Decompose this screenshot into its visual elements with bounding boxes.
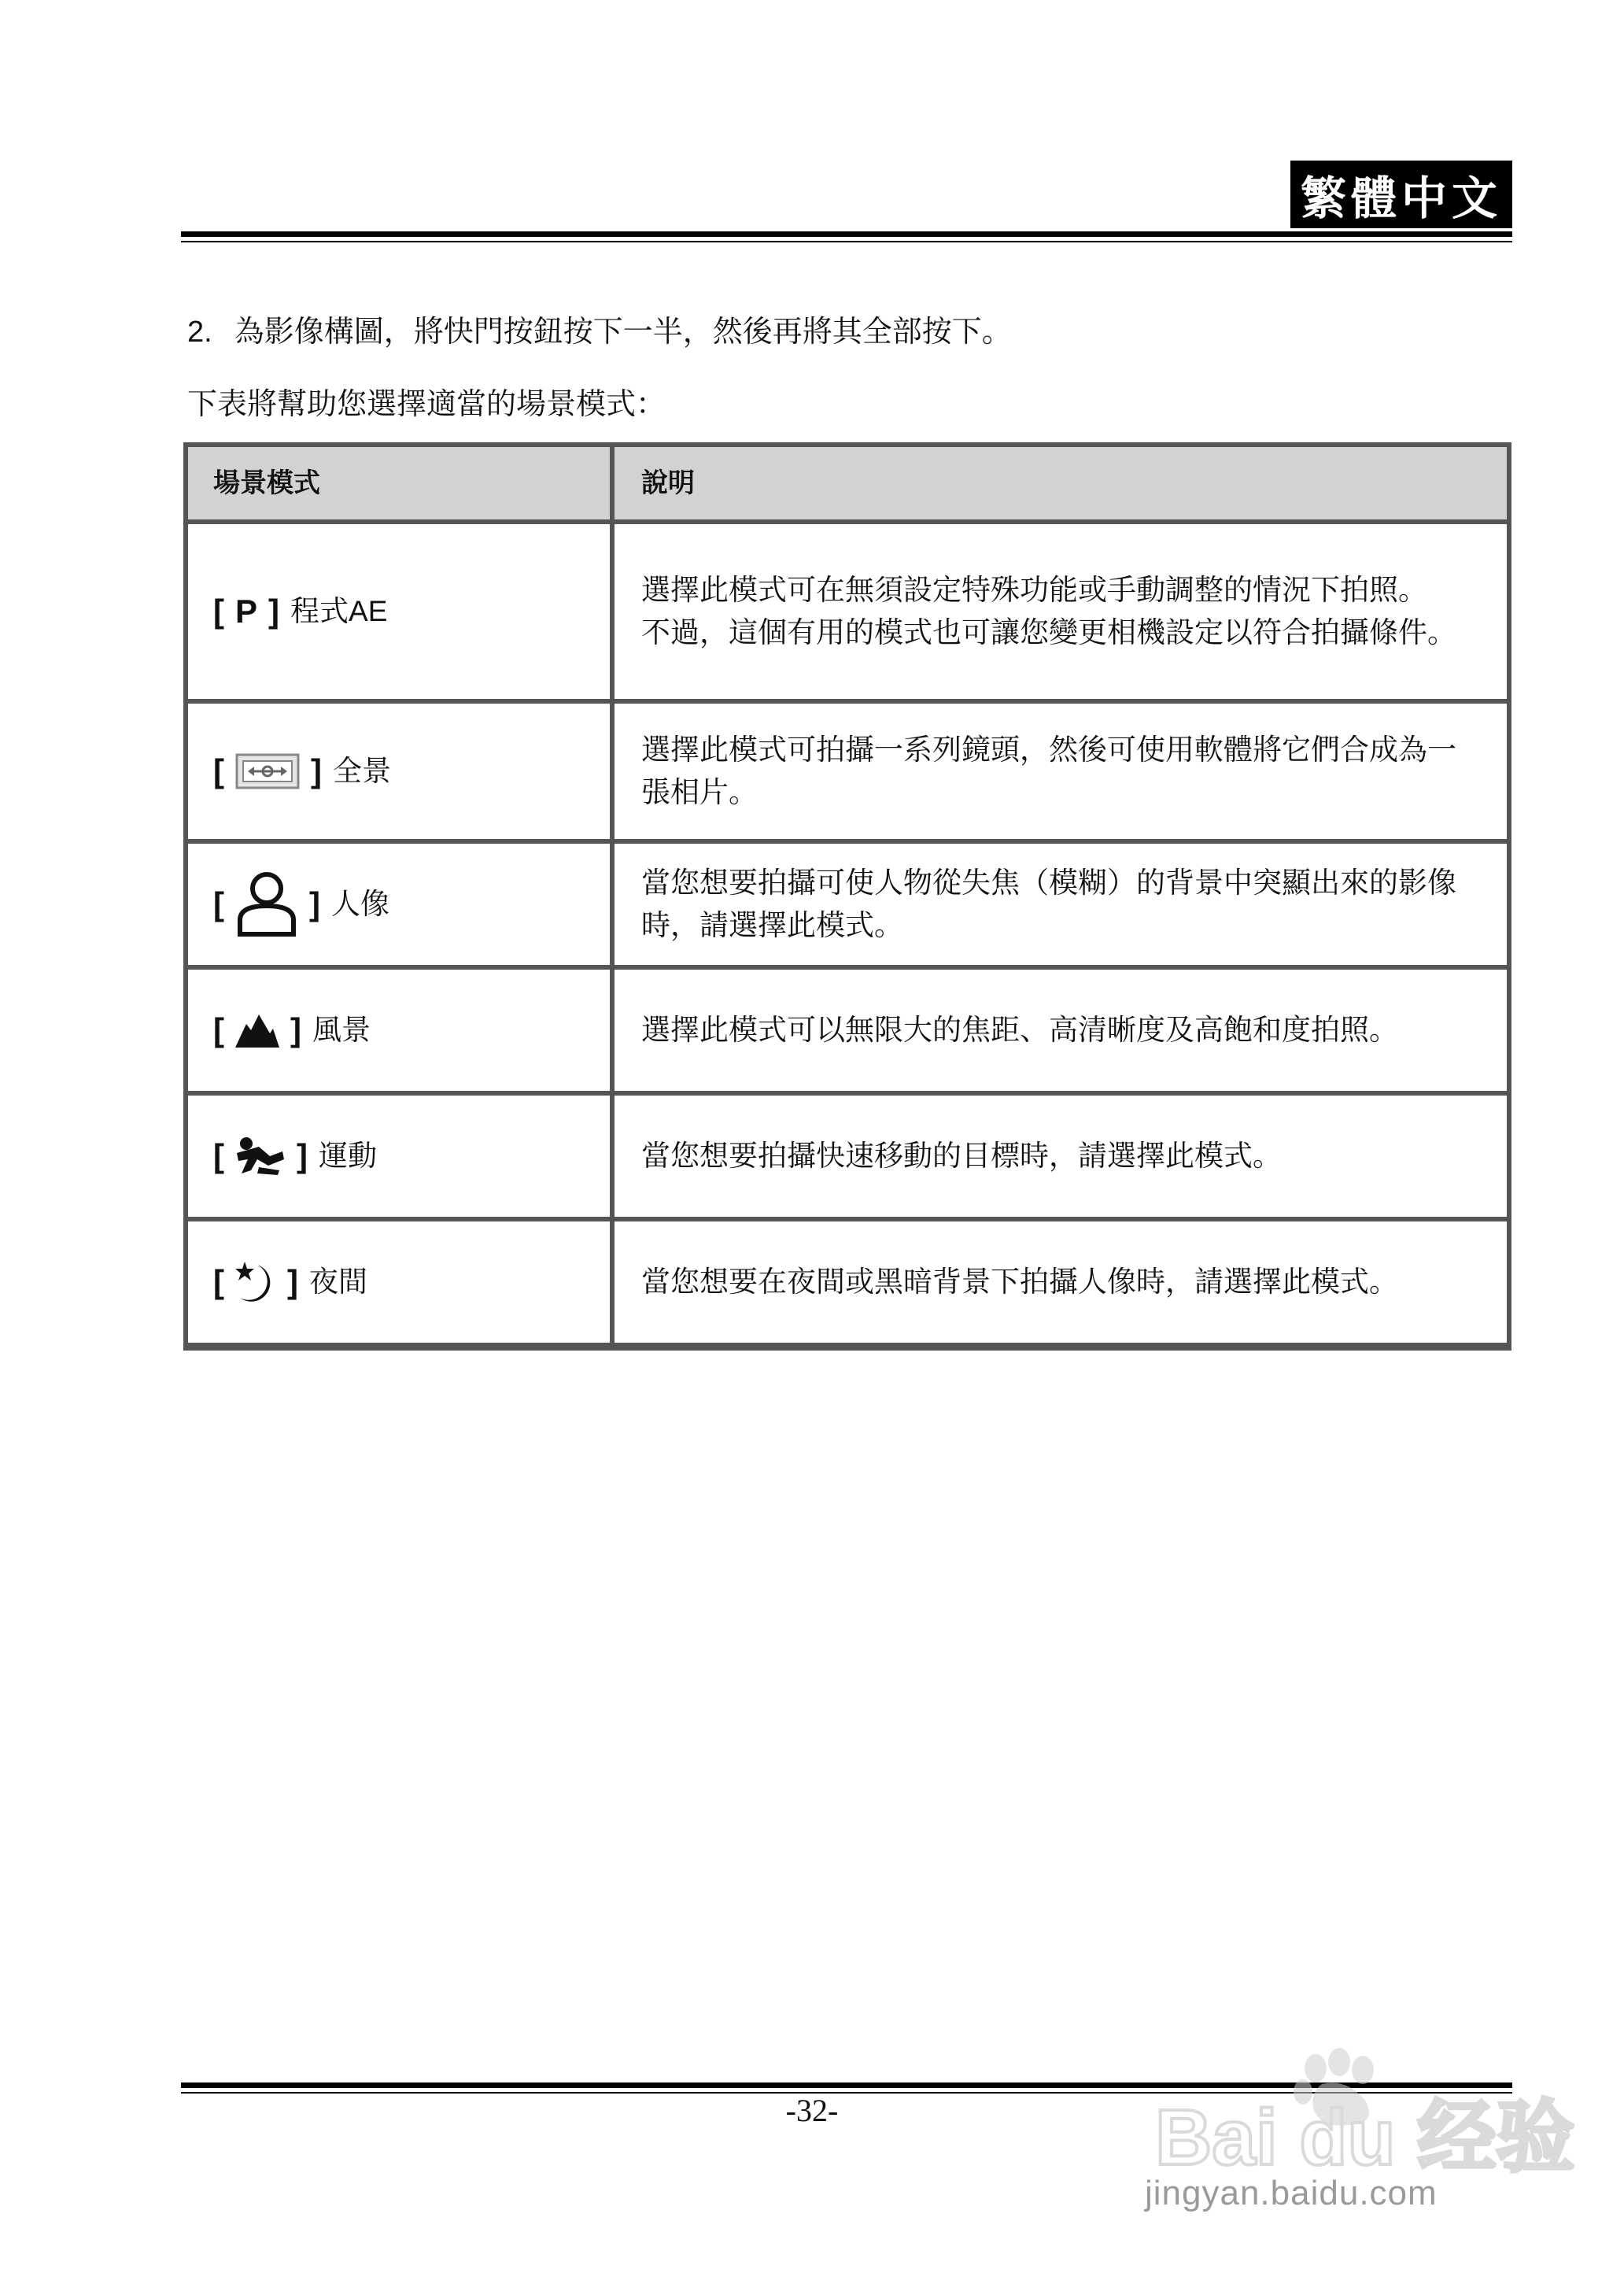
scene-mode-table [183,442,1511,1351]
sports-icon [235,1136,286,1177]
description-line: 當您想要拍攝可使人物從失焦（模糊）的背景中突顯出來的影像時，請選擇此模式。 [641,866,1456,942]
svg-text:Bai du 经验: Bai du 经验 [1155,2094,1575,2182]
header-rule-thin [181,241,1512,242]
description-line: 選擇此模式可以無限大的焦距、高清晰度及高飽和度拍照。 [641,1013,1398,1047]
description-line: 選擇此模式可在無須設定特殊功能或手動調整的情況下拍照。 [641,573,1427,607]
step-text: 為影像構圖，將快門按鈕按下一半，然後再將其全部按下。 [234,314,1012,349]
portrait-icon [235,871,298,937]
mode-label: 人像 [331,887,389,921]
mode-cell-portrait: [ ] 人像 [188,844,610,965]
description-line: 當您想要在夜間或黑暗背景下拍攝人像時，請選擇此模式。 [641,1265,1398,1299]
mode-label: 運動 [319,1139,377,1173]
mode-cell-landscape: [ ] 風景 [188,970,610,1091]
p-mode-icon: P [235,593,258,630]
panorama-icon [235,752,300,791]
mode-cell-night: [ ] 夜間 [188,1221,610,1343]
language-badge: 繁體中文 [1290,161,1512,228]
description-cell [615,1096,1507,1217]
description-cell [615,524,1507,699]
mode-label: 風景 [312,1013,371,1047]
mode-label: 程式AE [290,595,388,627]
header-description: 說明 [615,447,1507,519]
header-mode: 場景模式 [188,447,610,519]
night-icon [235,1260,276,1304]
description-line: 當您想要拍攝快速移動的目標時，請選擇此模式。 [641,1139,1282,1173]
description-cell [615,844,1507,965]
baidu-paw-watermark-icon [1141,2046,1575,2243]
intro-paragraph: 下表將幫助您選擇適當的場景模式： [187,386,666,421]
mode-cell-program: [ P ] 程式AE [188,524,610,699]
watermark-url: jingyan.baidu.com [1145,2174,1438,2212]
page-number: -32- [785,2093,839,2128]
landscape-icon [235,1013,279,1048]
description-cell [615,704,1507,839]
mode-cell-panorama: [ ] 全景 [188,704,610,839]
step-number: 2. [187,316,212,349]
description-line: 選擇此模式可拍攝一系列鏡頭，然後可使用軟體將它們合成為一張相片。 [641,733,1456,809]
mode-label: 全景 [333,754,391,788]
mode-cell-sports: [ ] 運動 [188,1096,610,1217]
description-cell [615,1221,1507,1343]
description-cell [615,970,1507,1091]
header-rule [181,231,1512,237]
description-line: 不過，這個有用的模式也可讓您變更相機設定以符合拍攝條件。 [641,615,1456,649]
mode-label: 夜間 [309,1265,367,1299]
step-paragraph [187,312,1012,352]
